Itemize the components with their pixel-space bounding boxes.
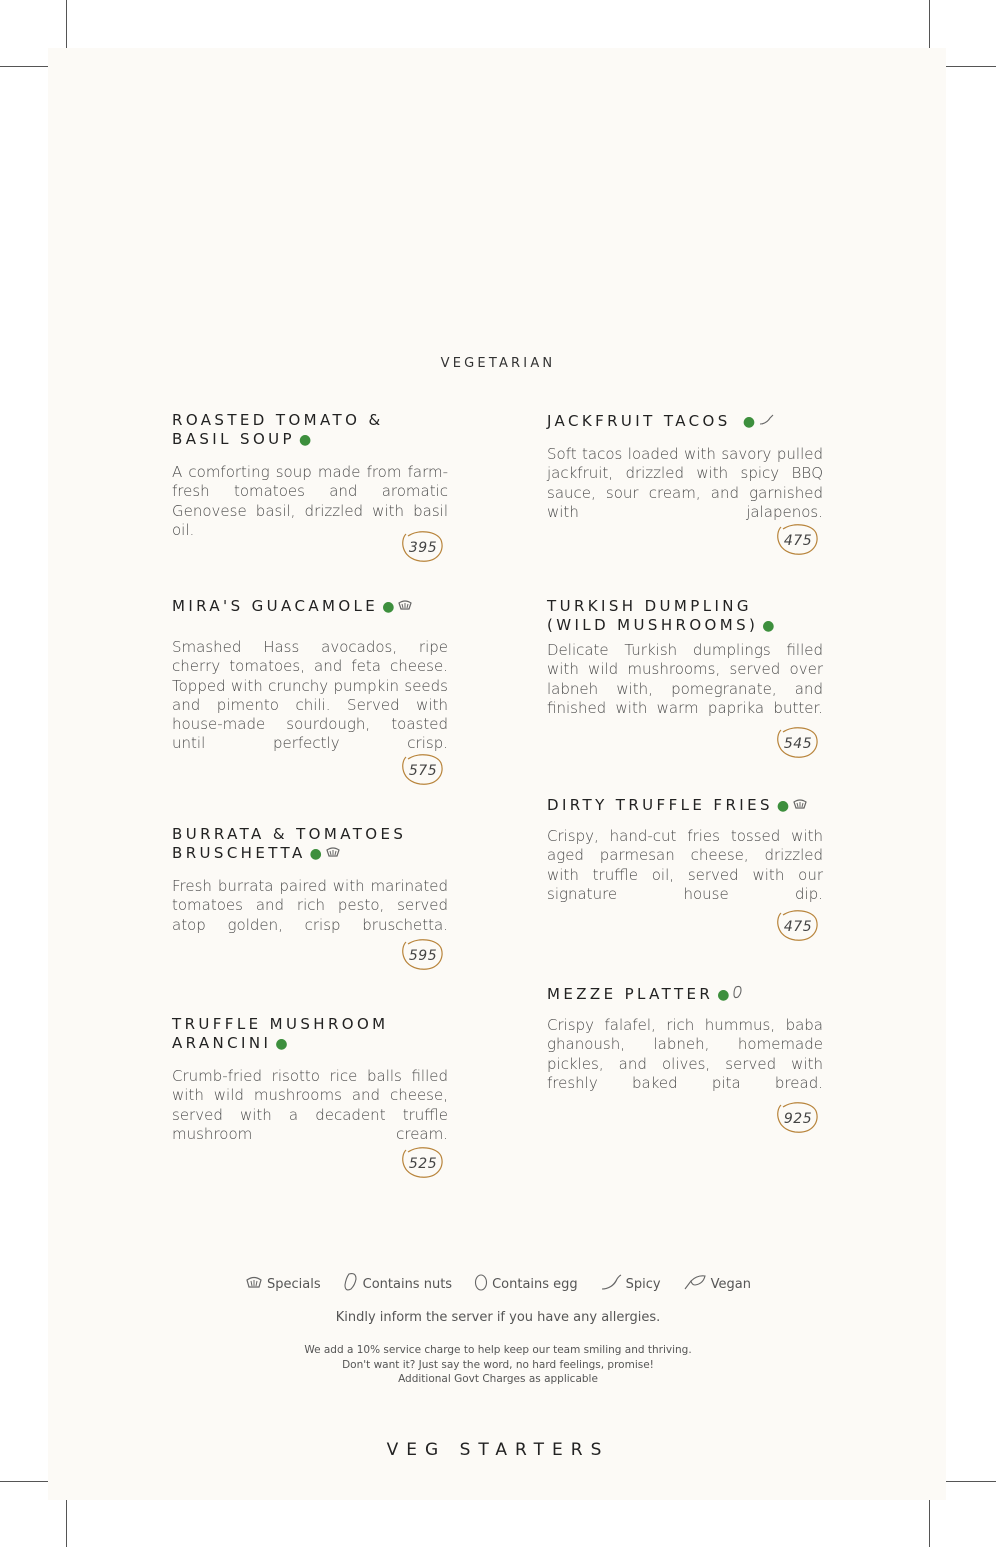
dish-name: BURRATA & TOMATOES BRUSCHETTA ● xyxy=(172,825,407,862)
price-tag: 595 xyxy=(400,940,446,972)
dish-name: MEZZE PLATTER ● xyxy=(547,985,823,1005)
veg-dot-icon: ● xyxy=(717,987,730,1003)
crop-mark xyxy=(929,0,930,52)
price-tag: 525 xyxy=(400,1148,446,1180)
legend-item-egg: Contains egg xyxy=(474,1272,578,1296)
specials-icon xyxy=(325,844,341,863)
veg-dot-icon: ● xyxy=(776,798,790,814)
section-title: VEGETARIAN xyxy=(440,356,556,371)
dish-description: Crumb-fried risotto rice balls filled with wild mushrooms and cheese, served with a decadent truffle mushroom cream. xyxy=(172,1067,448,1143)
nuts-icon xyxy=(343,1272,359,1296)
dish-description: Soft tacos loaded with savory pulled jackfruit, drizzled with spicy BBQ sauce, sour cream, and garnished with jalapenos. xyxy=(547,445,823,521)
crop-mark xyxy=(0,1481,54,1482)
crop-mark xyxy=(0,66,54,67)
veg-dot-icon: ● xyxy=(309,846,322,862)
dish-name: TURKISH DUMPLING (WILD MUSHROOMS) ● xyxy=(547,597,775,634)
dish-name: MIRA'S GUACAMOLE ● xyxy=(172,597,448,617)
allergy-note: Kindly inform the server if you have any allergies. xyxy=(335,1310,661,1325)
specials-icon xyxy=(397,597,413,616)
dish-name: TRUFFLE MUSHROOM ARANCINI ● xyxy=(172,1015,389,1052)
menu-item xyxy=(547,597,823,718)
nuts-icon xyxy=(732,985,744,1004)
veg-dot-icon: ● xyxy=(742,414,756,430)
dish-description: Smashed Hass avocados, ripe cherry tomatoes, and feta cheese. Topped with crunchy pumpkin seeds and pimento chili. Served with house-made sourdough, toasted until perfectly crisp. xyxy=(172,638,448,753)
dish-name: ROASTED TOMATO & BASIL SOUP ● xyxy=(172,411,384,448)
veg-dot-icon: ● xyxy=(382,599,395,615)
menu-item xyxy=(172,597,448,754)
legend-item-vegan: Vegan xyxy=(683,1272,751,1296)
crop-mark xyxy=(66,1495,67,1547)
dish-description: Delicate Turkish dumplings filled with wild mushrooms, served over labneh with, pomegranate, and finished with warm paprika butter. xyxy=(547,641,823,717)
price-tag: 925 xyxy=(775,1103,821,1135)
vegan-icon xyxy=(683,1273,707,1295)
spicy-icon xyxy=(758,412,774,431)
egg-icon xyxy=(474,1273,488,1295)
price-tag: 395 xyxy=(400,532,446,564)
dish-description: Crispy, hand-cut fries tossed with aged parmesan cheese, drizzled with truffle oil, served with our signature house dip. xyxy=(547,827,823,903)
spicy-icon xyxy=(600,1273,622,1295)
dish-description: Fresh burrata paired with marinated tomatoes and rich pesto, served atop golden, crisp bruschetta. xyxy=(172,877,448,934)
dietary-legend xyxy=(0,1272,996,1296)
price-tag: 545 xyxy=(775,728,821,760)
veg-dot-icon: ● xyxy=(298,432,312,448)
price-tag: 475 xyxy=(775,525,821,557)
service-charge-note: We add a 10% service charge to help keep our team smiling and thriving. Don't want it? Just say the word, no hard feelings, promise! Additional Govt Charges as applicable xyxy=(304,1344,692,1385)
dish-name: JACKFRUIT TACOS ● xyxy=(547,412,823,432)
crop-mark xyxy=(942,1481,996,1482)
legend-item-nuts: Contains nuts xyxy=(343,1272,452,1296)
legend-item-specials: Specials xyxy=(245,1272,321,1296)
price-tag: 575 xyxy=(400,755,446,787)
menu-item xyxy=(172,411,448,540)
specials-icon xyxy=(792,796,808,815)
crop-mark xyxy=(942,66,996,67)
menu-item xyxy=(547,412,823,522)
veg-dot-icon: ● xyxy=(762,618,775,634)
menu-item xyxy=(547,796,823,904)
crop-mark xyxy=(66,0,67,52)
veg-dot-icon: ● xyxy=(275,1036,288,1052)
menu-item xyxy=(547,985,823,1093)
dish-description: A comforting soup made from farm-fresh tomatoes and aromatic Genovese basil, drizzled with basil oil. xyxy=(172,463,448,539)
footer-title: VEG STARTERS xyxy=(386,1440,610,1460)
menu-item xyxy=(172,1015,448,1144)
specials-icon xyxy=(245,1275,263,1293)
price-tag: 475 xyxy=(775,911,821,943)
crop-mark xyxy=(929,1495,930,1547)
dish-name: DIRTY TRUFFLE FRIES ● xyxy=(547,796,823,816)
legend-item-spicy: Spicy xyxy=(600,1272,661,1296)
dish-description: Crispy falafel, rich hummus, baba ghanoush, labneh, homemade pickles, and olives, served with freshly baked pita bread. xyxy=(547,1016,823,1092)
menu-item xyxy=(172,825,448,935)
